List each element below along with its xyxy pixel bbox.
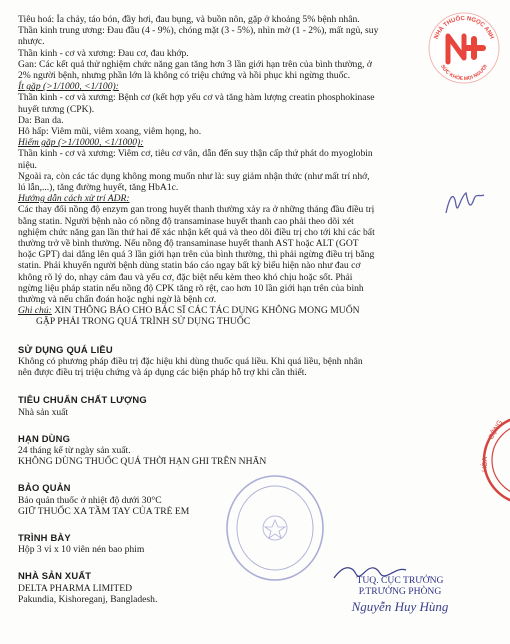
note-text: XIN THÔNG BÁO CHO BÁC SĨ CÁC TÁC DỤNG KHÔNG MONG MUỐN [51,305,360,317]
overdose-title: SỬ DỤNG QUÁ LIỀU [18,343,113,355]
text-line: bằng statin. Người bệnh nào có nồng độ transaminase huyết thanh cao phải theo dõi xét [18,215,354,227]
text-line: hoặc GPT) dai dẳng lên quá 3 lần giới hạn trên của bình thường, thì phải ngừng điều trị bằng [18,249,375,261]
text-line: Hô hấp: Viêm mũi, viêm xoang, viêm họng, ho. [18,126,202,138]
text-line: thường trở về bình thường. Nếu nồng độ transaminase huyết thanh AST hoặc ALT (GOT [18,238,359,250]
text-line: Ngoài ra, còn các tác dụng không mong muốn như là: suy giảm nhận thức (như mất trí nhớ, [18,170,370,182]
text-line: Không có phương pháp điều trị đặc hiệu khi dùng thuốc quá liều. Khi quá liều, bệnh nhân [18,355,363,367]
note-line [18,305,488,316]
approval-line-1: TUQ. CỤC TRƯỞNG [356,575,444,586]
subheading-rare: Hiếm gặp (>1/10000, <1/1000): [18,137,144,149]
text-line: Nhà sản xuất [18,406,69,418]
packaging-title: TRÌNH BÀY [18,531,71,543]
text-line: lú lẫn,...), tăng đường huyết, tăng HbA1c. [18,182,179,194]
ministry-seal-icon [220,470,330,590]
logo-arc-text: NHÀ THUỐC NGỌC ANH [433,15,495,41]
text-line: không rõ lý do, nhạy cảm đau và yếu cơ, đặc biệt nếu kèm theo khó chịu hoặc sốt. Phải [18,271,353,283]
signature-icon [330,560,410,584]
text-line: nên được điều trị triệu chứng và áp dụng các biện pháp hỗ trợ khi cần thiết. [18,367,307,379]
text-line: thường và nếu chẩn đoán hoặc nghi ngờ là bệnh cơ. [18,294,217,306]
subheading-adr: Hướng dẫn cách xử trí ADR: [18,193,130,205]
text-line: huyết tương (CPK). [18,103,95,115]
quality-title: TIÊU CHUẨN CHẤT LƯỢNG [18,394,147,406]
text-line: KHÔNG DÙNG THUỐC QUÁ THỜI HẠN GHI TRÊN NHÃN [18,456,267,468]
text-line: nghiệm chức năng gan lần thứ hai để xác nhận kết quả và theo dõi điều trị cho tới khi các bất [18,226,375,238]
text-line: ngừng liệu pháp statin nếu nồng độ CPK tăng rõ rệt, cao hơn 10 lần giới hạn trên của bình [18,282,364,294]
text-line: 2% người bệnh, nhưng phần lớn là không có triệu chứng và hồi phục khi ngừng thuốc. [18,70,351,82]
initials-mark-icon [440,185,490,221]
text-line: Da: Ban da. [18,114,64,126]
note-label: Ghi chú: [18,305,52,317]
text-line: Hộp 3 vỉ x 10 viên nén bao phim [18,544,145,556]
text-line: Thần kinh - cơ và xương: Viêm cơ, tiêu cơ vân, dẫn đến suy thận cấp thứ phát do myoglobin [18,148,373,160]
text-line: niệu. [18,159,37,171]
text-line: Các thay đổi nồng độ enzym gan trong huyết thanh thường xảy ra ở những tháng đầu điều trị [18,204,375,216]
text-line: Thần kinh - cơ và xương: Đau cơ, đau khớp. [18,47,189,59]
pharmacy-logo [424,6,504,86]
text-line: Thần kinh - cơ và xương: Bệnh cơ (kết hợp yếu cơ và tăng hàm lượng creatin phosphokinase [18,92,375,104]
text-line: Gan: Các kết quả thử nghiệm chức năng gan tăng hơn 3 lần giới hạn trên của bình thường, ở [18,58,372,70]
text-line: Pakundia, Kishoreganj, Bangladesh. [18,593,158,605]
subheading-uncommon: Ít gặp (>1/1000, <1/100): [18,81,119,93]
svg-text:HÒA: HÒA [482,456,489,472]
manufacturer-title: NHÀ SẢN XUẤT [18,570,92,582]
text-line: DELTA PHARMA LIMITED [18,582,133,594]
note-line-2: GẶP PHẢI TRONG QUÁ TRÌNH SỬ DỤNG THUỐC [36,316,251,328]
red-seal-icon [478,410,510,510]
svg-text:CỘNG: CỘNG [487,419,505,441]
text-line: GIỮ THUỐC XA TẦM TAY CỦA TRẺ EM [18,505,190,517]
storage-title: BẢO QUẢN [18,482,71,494]
text-line: Thần kinh trung ương: Đau đầu (4 - 9%), chóng mặt (3 - 5%), nhìn mờ (1 - 2%), mất ngủ, suy [18,25,379,37]
approval-line-2: P.TRƯỞNG PHÒNG [358,586,442,597]
text-line: nhược. [18,36,45,48]
text-line: Tiêu hoá: Ỉa chảy, táo bón, đầy hơi, đau bụng, và buồn nôn, gặp ở khoảng 5% bệnh nhân. [18,14,360,25]
signer-name: Nguyễn Huy Hùng [351,599,449,614]
text-line: statin. Phải khuyến người bệnh dùng statin báo cáo ngay bất kỳ biểu hiện nào như đau cơ [18,260,361,272]
text-line: Bảo quản thuốc ở nhiệt độ dưới 30°C [18,494,162,506]
shelf-life-title: HẠN DÙNG [18,432,71,444]
text-line: 24 tháng kể từ ngày sản xuất. [18,444,131,456]
logo-sub-text: SỨC KHỎE MỌI NGƯỜI [439,63,489,83]
